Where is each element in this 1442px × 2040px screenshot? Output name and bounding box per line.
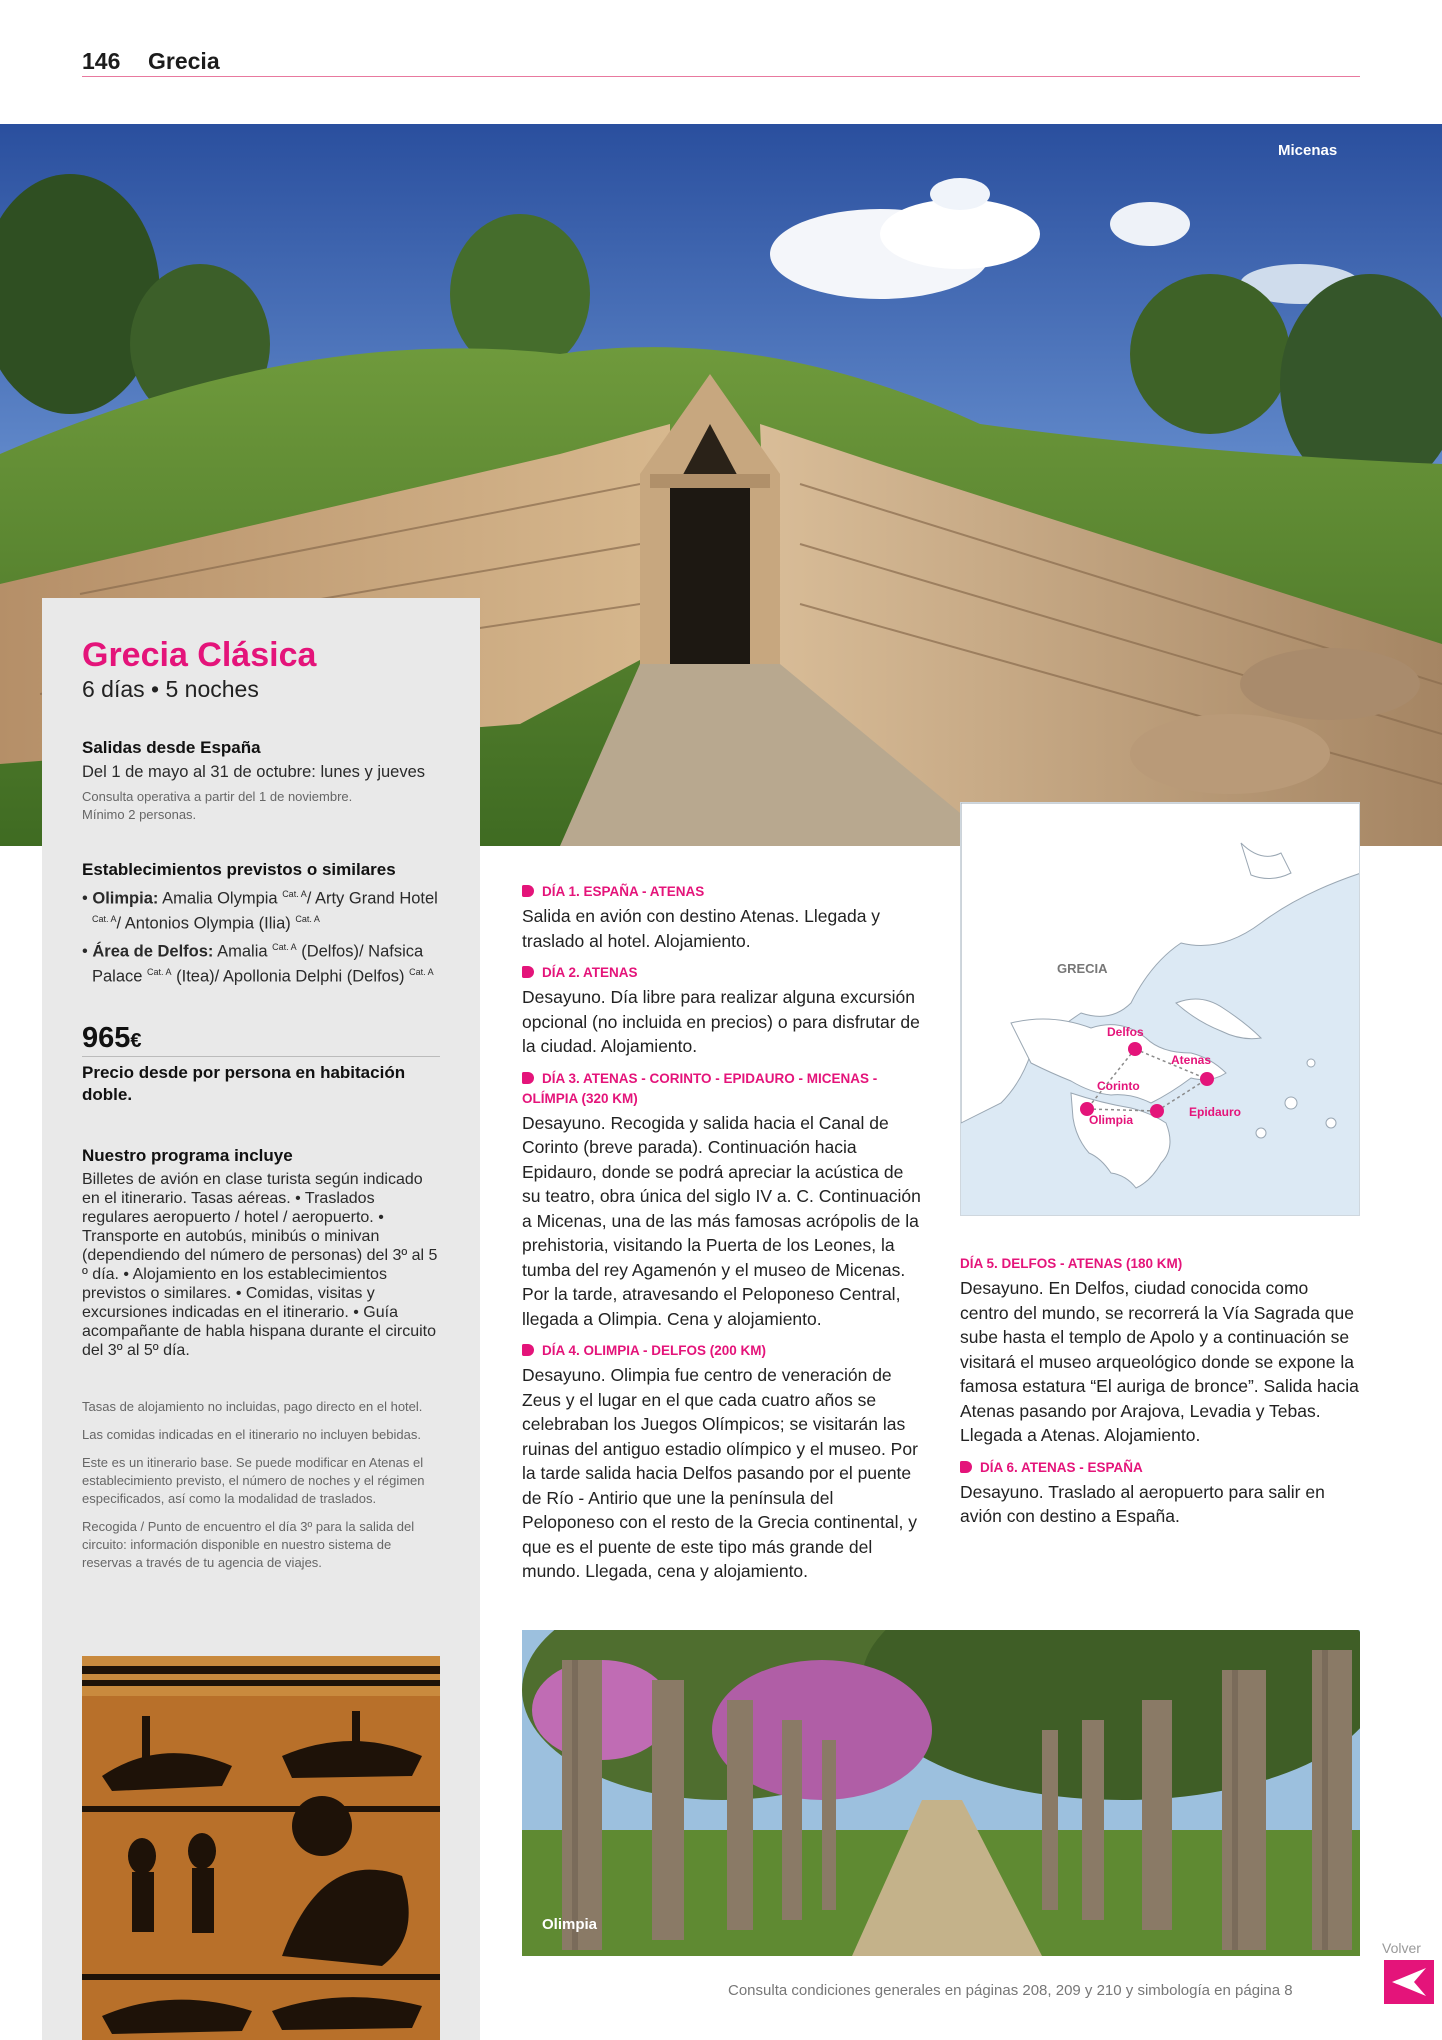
day-body: Desayuno. En Delfos, ciudad conocida como centro del mundo, se recorrerá la Vía Sagrada que sube hasta el templo de Apolo y a continuación se visitará el museo arqueológico donde se expone la famosa estatura “El auriga de bronce”. Salida hacia Atenas pasando por Arajova, Levadia y Tebas. Llegada a Atenas. Alojamiento. <box>960 1278 1359 1445</box>
price-currency: € <box>130 1030 142 1052</box>
note: Recogida / Punto de encuentro el día 3º para la salida del circuito: información disponible en nuestro sistema de reservas a través de tu agencia de viajes. <box>82 1519 415 1570</box>
itinerary-column-1 <box>522 882 922 1594</box>
map-city-label: Atenas <box>1171 1053 1212 1067</box>
itinerary-day-4 <box>522 1341 922 1584</box>
day-marker-icon <box>522 885 534 897</box>
itinerary-day-6 <box>960 1458 1360 1529</box>
map-city-dot <box>1128 1042 1142 1056</box>
back-label[interactable]: Volver <box>1382 1940 1421 1956</box>
header-rule <box>82 76 1360 77</box>
back-button[interactable] <box>1384 1960 1434 2004</box>
itinerary-day-3 <box>522 1069 922 1332</box>
day-body: Desayuno. Día libre para realizar alguna excursión opcional (no incluida en precios) o para disfrutar de la ciudad. Alojamiento. <box>522 987 920 1056</box>
hotel-category: Cat. A <box>92 913 117 924</box>
day-marker-icon <box>522 1072 534 1084</box>
note: Este es un itinerario base. Se puede modificar en Atenas el establecimiento previsto, el número de noches y el régimen especificados, así como la modalidad de traslados. <box>82 1455 425 1506</box>
hotel-text: (Delfos)/ Nafsica Palace <box>92 942 424 985</box>
hero-caption: Micenas <box>1278 142 1338 159</box>
itinerary-day-5 <box>960 1254 1360 1448</box>
map-city-label: Corinto <box>1097 1079 1140 1093</box>
map-city-dot <box>1150 1104 1164 1118</box>
hotel-place: Área de Delfos: <box>92 942 214 961</box>
departures-note-1: Consulta operativa a partir del 1 de noviembre. <box>82 789 353 804</box>
day-marker-icon <box>522 1344 534 1356</box>
day-heading: DÍA 5. DELFOS - ATENAS (180 KM) <box>960 1256 1183 1271</box>
itinerary-day-2 <box>522 963 922 1059</box>
departures-note-2: Mínimo 2 personas. <box>82 807 197 822</box>
hotel-category: Cat. A <box>295 913 320 924</box>
note: Tasas de alojamiento no incluidas, pago directo en el hotel. <box>82 1399 423 1414</box>
price <box>82 1022 142 1055</box>
map-city-label: Olimpia <box>1089 1113 1134 1127</box>
price-divider <box>82 1056 440 1057</box>
hotel-category: Cat. A <box>147 966 172 977</box>
hotel-category: Cat. A <box>409 966 434 977</box>
includes-heading: Nuestro programa incluye <box>82 1146 293 1165</box>
notes <box>82 1398 438 1582</box>
map-city-dot <box>1200 1072 1214 1086</box>
conditions-note: Consulta condiciones generales en páginas 208, 209 y 210 y simbología en página 8 <box>728 1982 1293 1999</box>
tour-title: Grecia Clásica <box>82 636 317 674</box>
hotel-item-olimpia: • Olimpia: Amalia Olympia $^{Cat. A}$/ Arty Grand Hotel $^{Cat. A}$/ Antonios Olympia (Ilia) $^{Cat. A}$ <box>82 889 438 932</box>
includes-text: Billetes de avión en clase turista según indicado en el itinerario. Tasas aéreas. • Traslados regulares aeropuerto / hotel / aeropuerto. • Transporte en autobús, minibús o minivan (dependiendo del número de personas) del 3º al 5 º día. • Alojamiento en los establecimientos previstos o similares. • Comidas, visitas y excursiones indicadas en el itinerario. • Guía acompañante de habla hispana durante el circuito del 3º al 5º día. <box>82 1171 438 1359</box>
hotel-text: (Itea)/ Apollonia Delphi (Delfos) <box>171 967 410 985</box>
day-body: Salida en avión con destino Atenas. Llegada y traslado al hotel. Alojamiento. <box>522 906 881 951</box>
day-heading: DÍA 6. ATENAS - ESPAÑA <box>980 1459 1143 1475</box>
arrow-left-icon <box>1384 1960 1434 2004</box>
itinerary-column-2 <box>960 1254 1360 1539</box>
day-marker-icon <box>960 1461 972 1473</box>
hotel-text: / Antonios Olympia (Ilia) <box>116 914 296 932</box>
greek-vase-painting-photo <box>82 1656 440 2040</box>
hotel-place: Olimpia: <box>92 889 159 908</box>
map-city-label: Epidauro <box>1189 1105 1242 1119</box>
map-country-label: GRECIA <box>1057 961 1108 976</box>
day-marker-icon <box>522 966 534 978</box>
tour-duration: 6 días • 5 noches <box>82 676 259 702</box>
page-number: 146 <box>82 48 121 74</box>
itinerary-day-1 <box>522 882 922 953</box>
day-heading: DÍA 3. ATENAS - CORINTO - EPIDAURO - MICENAS - OLÍMPIA (320 KM) <box>522 1070 878 1106</box>
day-body: Desayuno. Olimpia fue centro de veneración de Zeus y el lugar en el que cada cuatro años se celebraban los Juegos Olímpicos; se visitarán las ruinas del antiguo estadio olímpico y el museo. Por la tarde salida hacia Delfos pasando por el puente de Río - Antirio que une la península del Peloponeso con el resto de la Grecia continental, y que es el puente de este tipo más grande del mundo. Llegada, cena y alojamiento. <box>522 1365 918 1581</box>
hotel-text: Amalia Olympia <box>158 889 283 908</box>
hotel-item-delfos: • Área de Delfos: Amalia $^{Cat. A}$ (Delfos)/ Nafsica Palace $^{Cat. A}$ (Itea)/ Apollonia Delphi (Delfos) $^{Cat. A}$ <box>82 942 434 985</box>
olimpia-columns-photo <box>522 1630 1360 1956</box>
departures-heading: Salidas desde España <box>82 738 261 757</box>
day-heading: DÍA 1. ESPAÑA - ATENAS <box>542 884 705 899</box>
day-body: Desayuno. Recogida y salida hacia el Canal de Corinto (breve parada). Continuación hacia Epidauro, donde se podrá apreciar la acústica de su teatro, obra única del siglo IV a. C. Continuación a Micenas, una de las más famosas acrópolis de la prehistoria, visitando la Puerta de los Leones, la tumba del rey Agamenón y el museo de Micenas. Por la tarde, atravesando el Peloponeso Central, llegada a Olimpia. Cena y alojamiento. <box>522 1112 921 1329</box>
map-city-label: Delfos <box>1107 1025 1144 1039</box>
departures-dates: Del 1 de mayo al 31 de octubre: lunes y jueves <box>82 763 426 781</box>
olimpia-caption: Olimpia <box>542 1916 598 1933</box>
section-title: Grecia <box>148 48 220 74</box>
hotel-text: Amalia <box>213 942 273 961</box>
hotel-category: Cat. A <box>282 889 307 899</box>
day-body: Desayuno. Traslado al aeropuerto para salir en avión con destino a España. <box>960 1481 1325 1526</box>
hotel-text: / Arty Grand Hotel <box>306 889 438 908</box>
hotel-category: Cat. A <box>272 942 297 952</box>
price-amount: 965 <box>82 1022 131 1054</box>
hotels-heading: Establecimientos previstos o similares <box>82 860 396 879</box>
day-heading: DÍA 2. ATENAS <box>542 965 638 980</box>
hotels-list <box>82 884 442 990</box>
note: Las comidas indicadas en el itinerario no incluyen bebidas. <box>82 1427 421 1442</box>
day-heading: DÍA 4. OLIMPIA - DELFOS (200 KM) <box>542 1343 767 1358</box>
price-label: Precio desde por persona en habitación doble. <box>82 1063 406 1104</box>
route-map <box>960 802 1360 1216</box>
